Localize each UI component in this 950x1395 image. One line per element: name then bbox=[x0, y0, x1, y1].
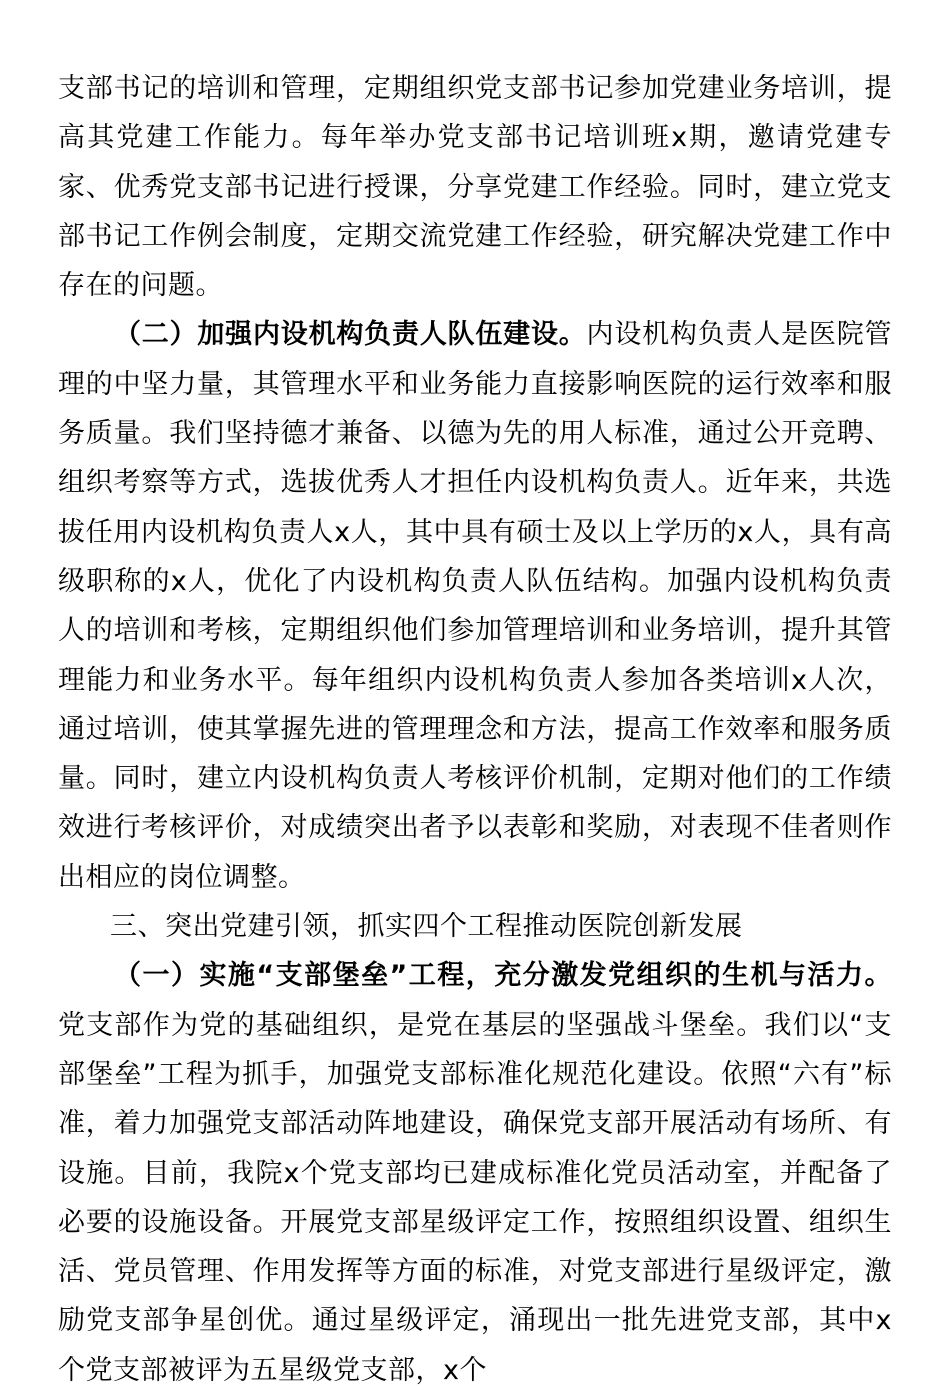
subheading-department-heads: （二）加强内设机构负责人队伍建设。 bbox=[114, 319, 587, 351]
paragraph-branch-fortress-body: 党支部作为党的基础组织，是党在基层的坚强战斗堡垒。我们以“支部堡垒”工程为抓手，加强党支部标准化规范化建设。依照“六有”标准，着力加强党支部活动阵地建设，确保党支部开展活动有场所、有设施。目前，我院x个党支部均已建成标准化党员活动室，并配备了必要的设施设备。开展党支部星级评定工作，按照组织设置、组织生活、党员管理、作用发挥等方面的标准，对党支部进行星级评定，激励党支部争星创优。通过星级评定，涌现出一批先进党支部，其中x个党支部被评为五星级党支部，x个 bbox=[58, 1009, 892, 1386]
paragraph-department-heads-body: 内设机构负责人是医院管理的中坚力量，其管理水平和业务能力直接影响医院的运行效率和服务质量。我们坚持德才兼备、以德为先的用人标准，通过公开竞聘、组织考察等方式，选拔优秀人才担任内设机构负责人。近年来，共选拔任用内设机构负责人x人，其中具有硕士及以上学历的x人，具有高级职称的x人，优化了内设机构负责人队伍结构。加强内设机构负责人的培训和考核，定期组织他们参加管理培训和业务培训，提升其管理能力和业务水平。每年组织内设机构负责人参加各类培训x人次，通过培训，使其掌握先进的管理理念和方法，提高工作效率和服务质量。同时，建立内设机构负责人考核评价机制，定期对他们的工作绩效进行考核评价，对成绩突出者予以表彰和奖励，对表现不佳者则作出相应的岗位调整。 bbox=[58, 319, 893, 893]
paragraph-party-secretary-training: 支部书记的培训和管理，定期组织党支部书记参加党建业务培训，提高其党建工作能力。每年举办党支部书记培训班x期，邀请党建专家、优秀党支部书记进行授课，分享党建工作经验。同时，建立党支部书记工作例会制度，定期交流党建工作经验，研究解决党建工作中存在的问题。 bbox=[58, 73, 892, 302]
document-page bbox=[58, 64, 892, 1395]
paragraph-branch-fortress bbox=[58, 951, 892, 1395]
paragraph-department-heads bbox=[58, 310, 892, 902]
subheading-branch-fortress: （一）实施“支部堡垒”工程，充分激发党组织的生机与活力。 bbox=[114, 960, 892, 992]
section-heading-three: 三、突出党建引领，抓实四个工程推动医院创新发展 bbox=[110, 911, 743, 943]
